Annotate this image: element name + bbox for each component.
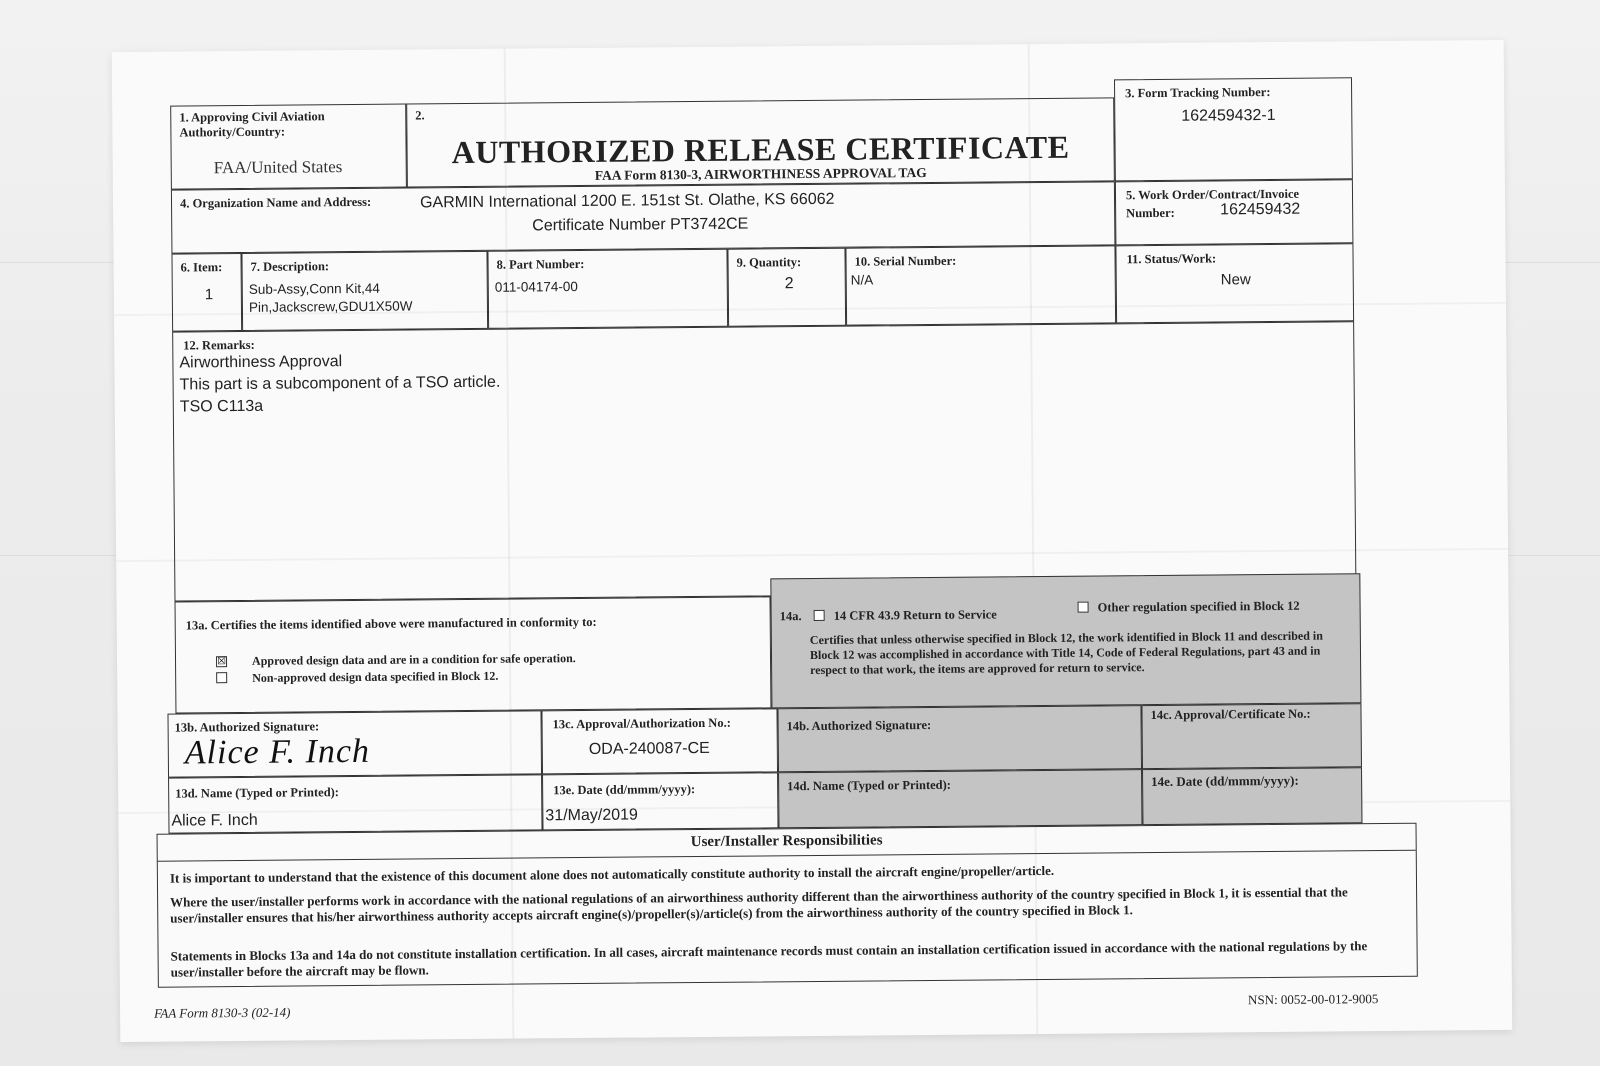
block-5-label: 5. Work Order/Contract/Invoice [1125,186,1300,203]
block-13c-value: ODA-240087-CE [588,739,710,758]
block-12-label: 12. Remarks: [183,337,255,353]
approved-design-label: Approved design data and are in a condition for safe operation. [251,651,576,668]
block-14d-label: 14d. Name (Typed or Printed): [787,777,951,794]
block-12 [172,321,1356,601]
block-13c-label: 13c. Approval/Authorization No.: [552,715,731,732]
cfr-43-9-label: 14 CFR 43.9 Return to Service [833,607,997,623]
block-8 [487,249,728,329]
block-13b [167,710,542,777]
block-10-label: 10. Serial Number: [854,253,957,269]
block-13b-label: 13b. Authorized Signature: [174,719,320,735]
cfr-43-9-checkbox[interactable] [814,610,825,621]
block-14a-label: 14a. [779,609,802,624]
block-14b [777,705,1142,772]
block-14a [770,573,1361,708]
form-footer-number: FAA Form 8130-3 (02-14) [154,1004,291,1021]
block-1 [170,104,407,190]
block-6 [171,253,242,332]
nsn-number: NSN: 0052-00-012-9005 [1247,991,1379,1008]
status: New [1220,271,1251,289]
description-line-1: Sub-Assy,Conn Kit,44 [248,280,380,297]
block-9 [727,248,846,327]
block-10 [845,245,1116,325]
block-13a-label: 13a. Certifies the items identified above were manufactured in conformity to: [185,614,597,633]
handwritten-signature: Alice F. Inch [184,732,371,772]
quantity: 2 [784,275,794,293]
certificate-paper [112,40,1513,1042]
block-4-certificate: Certificate Number PT3742CE [532,215,749,235]
description-line-2: Pin,Jackscrew,GDU1X50W [248,298,413,315]
non-approved-design-label: Non-approved design data specified in Block 12. [252,668,499,685]
block-3 [1114,77,1353,181]
block-13e [542,772,778,830]
form-subtitle: FAA Form 8130-3, AIRWORTHINESS APPROVAL TAG [594,164,927,183]
block-2 [406,97,1115,187]
block-1-value: FAA/United States [213,157,343,178]
block-4-label: 4. Organization Name and Address: [179,194,372,211]
block-13e-value: 31/May/2019 [545,806,638,825]
block-13d-value: Alice F. Inch [171,811,258,830]
block-4 [171,181,1116,253]
block-5 [1115,179,1354,245]
block-14c-label: 14c. Approval/Certificate No.: [1150,706,1311,723]
block-11-label: 11. Status/Work: [1126,251,1217,267]
block-14c [1141,703,1362,769]
block-9-label: 9. Quantity: [736,255,802,270]
responsibilities-paragraph-1: It is important to understand that the existence of this document alone does not automatically constitute authority to install the aircraft engine/propeller/article. [169,862,1055,886]
block-1-label: 1. Approving Civil Aviation Authority/Country: [179,109,325,140]
block-13d [168,774,542,833]
part-number: 011-04174-00 [494,279,578,295]
responsibilities-paragraph-3: Statements in Blocks 13a and 14a do not constitute installation certification. In all cases, aircraft maintenance records must contain an installation certification issued in accordance with the national regulations by the user/installer before the aircraft may be flown. [170,938,1368,980]
block-13c [541,708,778,774]
other-regulation-label: Other regulation specified in Block 12 [1097,598,1300,615]
block-13a [175,596,772,713]
block-6-label: 6. Item: [180,260,223,275]
block-5-label-2: Number: [1126,205,1175,221]
block-3-value: 162459432-1 [1181,106,1276,125]
responsibilities-section [157,823,1418,988]
block-3-label: 3. Form Tracking Number: [1125,84,1271,101]
block-13e-label: 13e. Date (dd/mmm/yyyy): [553,782,696,798]
block-14b-label: 14b. Authorized Signature: [786,717,932,734]
block-13d-label: 13d. Name (Typed or Printed): [175,785,340,801]
remarks-line-2: This part is a subcomponent of a TSO article. [179,373,501,394]
block-7-label: 7. Description: [250,259,330,274]
responsibilities-paragraph-2: Where the user/installer performs work in accordance with the national regulations of an airworthiness authority different than the airworthiness authority of the country specified in Block 1, it is essential that the user/installer ensures that his/her airworthiness authority accepts aircraft engine(s)/propeller(s)/article(s) from the airworthiness authority of the country specified in Block 1. [170,884,1348,926]
block-14e-label: 14e. Date (dd/mmm/yyyy): [1151,772,1299,790]
item-number: 1 [204,286,214,304]
block-7 [241,251,488,331]
approved-design-checkbox[interactable]: ☒ [216,656,227,668]
non-approved-design-checkbox[interactable] [216,672,227,683]
responsibilities-title: User/Installer Responsibilities [690,832,883,851]
block-2-label: 2. [415,108,425,123]
block-4-address: GARMIN International 1200 E. 151st St. Olathe, KS 66062 [419,190,835,212]
other-regulation-checkbox[interactable] [1078,602,1089,613]
block-14d [778,769,1142,828]
serial-number: N/A [850,272,874,288]
block-11 [1115,243,1354,323]
remarks-line-3: TSO C113a [179,397,264,416]
remarks-line-1: Airworthiness Approval [179,353,343,372]
block-5-value: 162459432 [1220,200,1301,219]
form-frame [152,77,1406,1021]
block-8-label: 8. Part Number: [496,256,585,272]
block-14e [1142,767,1362,825]
form-title: AUTHORIZED RELEASE CERTIFICATE [451,128,1070,171]
block-14a-statement: Certifies that unless otherwise specified in Block 12, the work identified in Block 11 and described in Block 12 was accomplished in accordance with Title 14, Code of Federal Regulations, part 43 and in respect to that work, the items are approved for return to service. [809,628,1323,678]
